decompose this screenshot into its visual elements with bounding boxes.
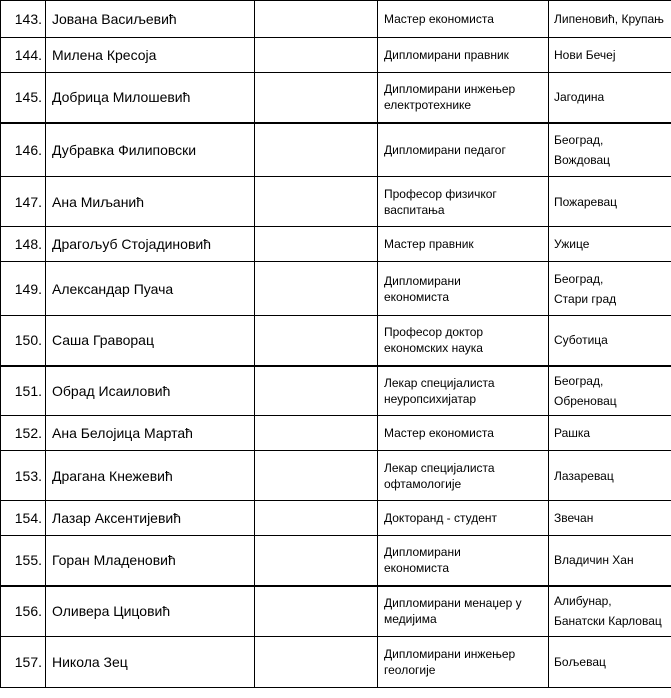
table-row	[1, 316, 671, 366]
row-number: 148.	[1, 227, 46, 262]
qualification	[378, 451, 549, 501]
row-number: 157.	[1, 637, 46, 688]
qualification-line: Професор доктор	[384, 325, 484, 340]
person-name: Милена Кресоја	[46, 38, 255, 73]
place	[549, 262, 671, 316]
empty-cell	[255, 316, 378, 366]
qualification-line: Дипломирани	[384, 545, 461, 560]
qualification-line: Дипломирани правник	[384, 48, 509, 62]
row-number: 145.	[1, 73, 46, 123]
empty-cell	[255, 366, 378, 416]
qualification	[378, 38, 549, 73]
person-name: Ана Белојица Мартаћ	[46, 416, 255, 451]
row-number: 149.	[1, 262, 46, 316]
place	[549, 366, 671, 416]
qualification	[378, 637, 549, 688]
qualification	[378, 262, 549, 316]
table-row	[1, 501, 671, 536]
empty-cell	[255, 536, 378, 586]
row-number: 143.	[1, 1, 46, 38]
place	[549, 1, 671, 38]
place	[549, 123, 671, 177]
qualification-line: геологије	[384, 663, 436, 677]
person-name: Добрица Милошевић	[46, 73, 255, 123]
place-line: Суботица	[554, 333, 608, 348]
qualification-line: економских наука	[384, 341, 483, 356]
qualification	[378, 123, 549, 177]
empty-cell	[255, 227, 378, 262]
row-number: 154.	[1, 501, 46, 536]
empty-cell	[255, 637, 378, 688]
empty-cell	[255, 501, 378, 536]
qualification	[378, 536, 549, 586]
place	[549, 416, 671, 451]
place-line: Ужице	[554, 237, 590, 251]
row-number: 153.	[1, 451, 46, 501]
person-name: Горан Младеновић	[46, 536, 255, 586]
place-line: Рашка	[554, 426, 591, 440]
qualification	[378, 416, 549, 451]
place-line: Нови Бечеј	[554, 48, 616, 62]
empty-cell	[255, 1, 378, 38]
qualification-line: Мастер економиста	[384, 12, 494, 26]
person-name: Александар Пуача	[46, 262, 255, 316]
table-body	[1, 1, 671, 688]
qualification-line: Мастер економиста	[384, 426, 494, 440]
table-row	[1, 586, 671, 637]
person-name: Оливера Цицовић	[46, 586, 255, 637]
place-line: Београд,	[554, 132, 604, 147]
place-line: Липеновић, Крупањ	[554, 12, 664, 26]
table-row	[1, 123, 671, 177]
qualification-line: неуропсихијатар	[384, 391, 477, 406]
place-line: Бољевац	[554, 655, 606, 669]
qualification-line: Дипломирани педагог	[384, 142, 506, 157]
place-line: Алибунар,	[554, 594, 612, 609]
table-row	[1, 227, 671, 262]
person-name: Лазар Аксентијевић	[46, 501, 255, 536]
table-row	[1, 366, 671, 416]
qualification-line: Докторанд - студент	[384, 511, 498, 525]
place	[549, 586, 671, 637]
qualification	[378, 1, 549, 38]
empty-cell	[255, 586, 378, 637]
qualification-line: офтамологије	[384, 476, 462, 491]
place	[549, 38, 671, 73]
place	[549, 227, 671, 262]
empty-cell	[255, 416, 378, 451]
qualification	[378, 227, 549, 262]
qualification	[378, 73, 549, 123]
place-line: Јагодина	[554, 90, 605, 105]
qualification-line: Дипломирани инжењер	[384, 647, 516, 661]
empty-cell	[255, 177, 378, 227]
qualification	[378, 586, 549, 637]
table-row	[1, 38, 671, 73]
place	[549, 501, 671, 536]
row-number: 155.	[1, 536, 46, 586]
qualification-line: Дипломирани менаџер у	[384, 596, 522, 611]
qualification	[378, 366, 549, 416]
place-line: Београд,	[554, 373, 604, 388]
person-name: Јована Васиљевић	[46, 1, 255, 38]
place-line: Владичин Хан	[554, 553, 634, 568]
place	[549, 451, 671, 501]
place	[549, 73, 671, 123]
place-line: Лазаревац	[554, 468, 614, 483]
person-name: Ана Миљанић	[46, 177, 255, 227]
empty-cell	[255, 38, 378, 73]
qualification-line: Дипломирани	[384, 273, 461, 288]
empty-cell	[255, 73, 378, 123]
qualification	[378, 501, 549, 536]
empty-cell	[255, 451, 378, 501]
row-number: 150.	[1, 316, 46, 366]
person-name: Саша Граворац	[46, 316, 255, 366]
person-name: Обрад Исаиловић	[46, 366, 255, 416]
person-name: Дубравка Филиповски	[46, 123, 255, 177]
row-number: 156.	[1, 586, 46, 637]
qualification-line: Лекар специјалиста	[384, 460, 495, 475]
table-row	[1, 536, 671, 586]
qualification	[378, 177, 549, 227]
qualification	[378, 316, 549, 366]
place-line: Вождовац	[554, 152, 611, 167]
empty-cell	[255, 123, 378, 177]
qualification-line: Дипломирани инжењер	[384, 82, 516, 97]
table-row	[1, 416, 671, 451]
table-row	[1, 1, 671, 38]
row-number: 147.	[1, 177, 46, 227]
table-row	[1, 73, 671, 123]
table-row	[1, 262, 671, 316]
person-name: Драгана Кнежевић	[46, 451, 255, 501]
place-line: Банатски Карловац	[554, 614, 662, 629]
qualification-line: електротехнике	[384, 98, 472, 113]
row-number: 151.	[1, 366, 46, 416]
row-number: 144.	[1, 38, 46, 73]
table-row	[1, 177, 671, 227]
table-row	[1, 451, 671, 501]
row-number: 146.	[1, 123, 46, 177]
person-name: Никола Зец	[46, 637, 255, 688]
place	[549, 316, 671, 366]
table-row	[1, 637, 671, 688]
place-line: Пожаревац	[554, 194, 617, 209]
qualification-line: Професор физичког	[384, 186, 497, 201]
qualification-line: Лекар специјалиста	[384, 375, 495, 390]
qualification-line: економиста	[384, 561, 450, 576]
place-line: Стари град	[554, 291, 617, 306]
place	[549, 536, 671, 586]
qualification-line: медијима	[384, 612, 437, 627]
qualification-line: Мастер правник	[384, 237, 474, 251]
place-line: Београд,	[554, 271, 604, 286]
qualification-line: васпитања	[384, 202, 445, 217]
place-line: Обреновац	[554, 393, 617, 408]
qualification-line: економиста	[384, 289, 450, 304]
place	[549, 637, 671, 688]
place	[549, 177, 671, 227]
row-number: 152.	[1, 416, 46, 451]
person-name: Драгољуб Стојадиновић	[46, 227, 255, 262]
place-line: Звечан	[554, 511, 594, 525]
empty-cell	[255, 262, 378, 316]
